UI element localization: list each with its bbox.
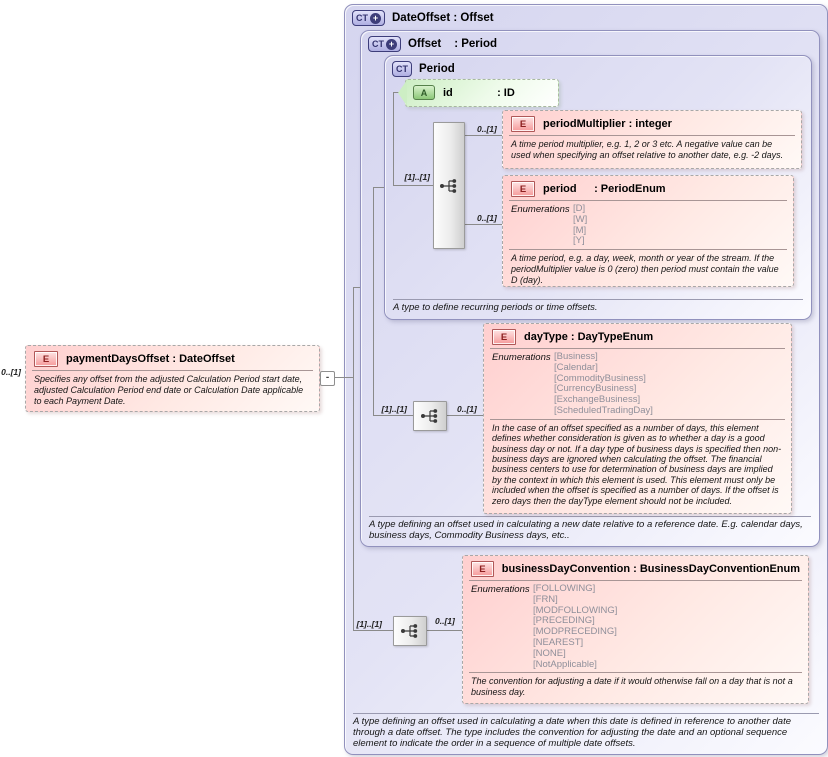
element-badge-icon: E (471, 561, 494, 577)
collapse-toggle[interactable]: - (320, 371, 335, 386)
cardinality-label: 0..[1] (477, 213, 497, 223)
enum-value: [MODPRECEDING] (533, 626, 617, 638)
complextype-badge-icon: CT + (368, 36, 401, 52)
element-badge-icon: E (511, 116, 535, 132)
paymentdaysoffset-title: paymentDaysOffset : DateOffset (66, 353, 235, 365)
connector-line (373, 415, 413, 416)
enum-value: [ScheduledTradingDay] (554, 404, 653, 416)
element-box-paymentdaysoffset[interactable] (25, 345, 320, 412)
enumerations-block (463, 581, 808, 672)
enum-value: [CommodityBusiness] (554, 372, 646, 384)
offset-annotation: A type defining an offset used in calculating a new date relative to a reference date. E.g. calendar days, business days, Commodity Business days, etc.. (369, 516, 811, 541)
enum-value: [MODFOLLOWING] (533, 604, 618, 616)
periodmultiplier-description: A time period multiplier, e.g. 1, 2 or 3 etc. A negative value can be used when specifying an offset relative to another date, e.g. -2 days. (511, 139, 784, 160)
periodmultiplier-title: periodMultiplier : integer (543, 118, 672, 130)
cardinality-label: [1]..[1] (381, 404, 407, 414)
element-box-period[interactable] (502, 175, 794, 287)
enum-value: [Y] (573, 235, 585, 247)
complextype-badge-icon: CT (392, 61, 412, 77)
attribute-badge-icon: A (413, 85, 435, 100)
enumerations-label: Enumerations (511, 204, 570, 215)
sequence-glyph-icon (400, 623, 420, 639)
enum-value: [W] (573, 213, 588, 225)
enum-value: [NONE] (533, 647, 566, 659)
enum-value: [FOLLOWING] (533, 583, 596, 594)
enumerations-values (573, 204, 587, 247)
connector-line (353, 287, 360, 288)
offset-title: Offset : Period (408, 38, 498, 50)
enum-value: [PRECEDING] (533, 615, 595, 627)
enumerations-label: Enumerations (492, 352, 551, 363)
element-box-daytype[interactable] (483, 323, 792, 514)
period-element-header (503, 176, 793, 200)
daytype-header (484, 324, 791, 348)
daytype-title: dayType : DayTypeEnum (524, 331, 654, 343)
enum-value: [NotApplicable] (533, 658, 597, 670)
connector-line (393, 185, 433, 186)
cardinality-label: 0..[1] (435, 616, 455, 626)
enum-value: [ExchangeBusiness] (554, 394, 641, 406)
period-header (385, 56, 811, 77)
sequence-icon[interactable] (433, 122, 465, 249)
paymentdaysoffset-header (26, 346, 319, 370)
cardinality-label: [1]..[1] (356, 619, 382, 629)
enumerations-values (533, 584, 617, 670)
businessdayconvention-title: businessDayConvention : BusinessDayConventionEnum (501, 563, 800, 575)
element-badge-icon: E (492, 329, 516, 345)
cardinality-label: 0..[1] (1, 367, 21, 377)
period-element-title: period : PeriodEnum (543, 183, 666, 195)
sequence-glyph-icon (439, 178, 459, 194)
businessdayconvention-header (463, 556, 808, 580)
enum-value: [CurrencyBusiness] (554, 383, 637, 395)
enum-value: [FRN] (533, 593, 558, 605)
businessdayconvention-description: The convention for adjusting a date if it would otherwise fall on a day that is not a business day. (471, 676, 793, 698)
sequence-icon[interactable] (393, 616, 427, 646)
dateoffset-header (345, 5, 827, 26)
dateoffset-annotation: A type defining an offset used in calculating a date when this date is defined in reference to another date through a date offset. The type includes the convention for adjusting the date and an optional sequence element to indicate the order in a sequence of multiple date offsets. (353, 713, 819, 749)
enum-value: [NEAREST] (533, 636, 584, 648)
sequence-icon[interactable] (413, 401, 447, 431)
enum-value: [Calendar] (554, 361, 598, 373)
attribute-box-id[interactable] (405, 79, 559, 107)
periodmultiplier-header (503, 111, 801, 135)
period-annotation: A type to define recurring periods or time offsets. (393, 299, 803, 313)
daytype-description: In the case of an offset specified as a number of days, this element defines whether consideration is given as to whether a day is a good business day or not. If a day type of business days is specified then non-business days are ignored when calculating the offset. The financial business centers to use for determination of business days are implied by the context in which this element is used. This element must only be included when the offset is specified as a number of days. If the offset is zero days then the dayType element should not be included. (492, 422, 782, 506)
enumerations-values (554, 352, 653, 417)
connector-line (425, 630, 462, 631)
connector-line (393, 92, 394, 186)
cardinality-label: 0..[1] (457, 404, 477, 414)
enumerations-block (503, 201, 793, 249)
element-badge-icon: E (511, 181, 535, 197)
cardinality-label: [1]..[1] (404, 172, 430, 182)
id-title: id : ID (443, 86, 515, 99)
derived-type-icon: + (386, 39, 397, 50)
connector-line (353, 630, 393, 631)
period-title: Period (419, 63, 455, 75)
offset-header (361, 31, 819, 52)
complextype-badge-icon: CT + (352, 10, 385, 26)
id-header (406, 80, 558, 100)
cardinality-label: 0..[1] (477, 124, 497, 134)
connector-line (463, 224, 502, 225)
sequence-glyph-icon (420, 408, 440, 424)
dateoffset-title: DateOffset : Offset (392, 12, 494, 24)
connector-line (373, 187, 384, 188)
period-element-description: A time period, e.g. a day, week, month or year of the stream. If the periodMultiplier value is 0 (zero) then period must contain the value D (day). (511, 253, 779, 286)
derived-type-icon: + (370, 13, 381, 24)
paymentdaysoffset-description: Specifies any offset from the adjusted Calculation Period start date, adjusted Calculation Period end date or Calculation Date applicable to each Payment Date. (34, 374, 304, 406)
enumerations-block (484, 349, 791, 419)
connector-line (353, 287, 354, 631)
connector-line (373, 187, 374, 416)
enum-value: [M] (573, 224, 587, 236)
connector-line (463, 135, 502, 136)
enum-value: [Business] (554, 351, 598, 362)
enum-value: [D] (573, 203, 586, 214)
element-box-businessdayconvention[interactable] (462, 555, 809, 704)
element-box-periodmultiplier[interactable] (502, 110, 802, 169)
element-badge-icon: E (34, 351, 58, 367)
connector-line (445, 415, 483, 416)
enumerations-label: Enumerations (471, 584, 530, 595)
